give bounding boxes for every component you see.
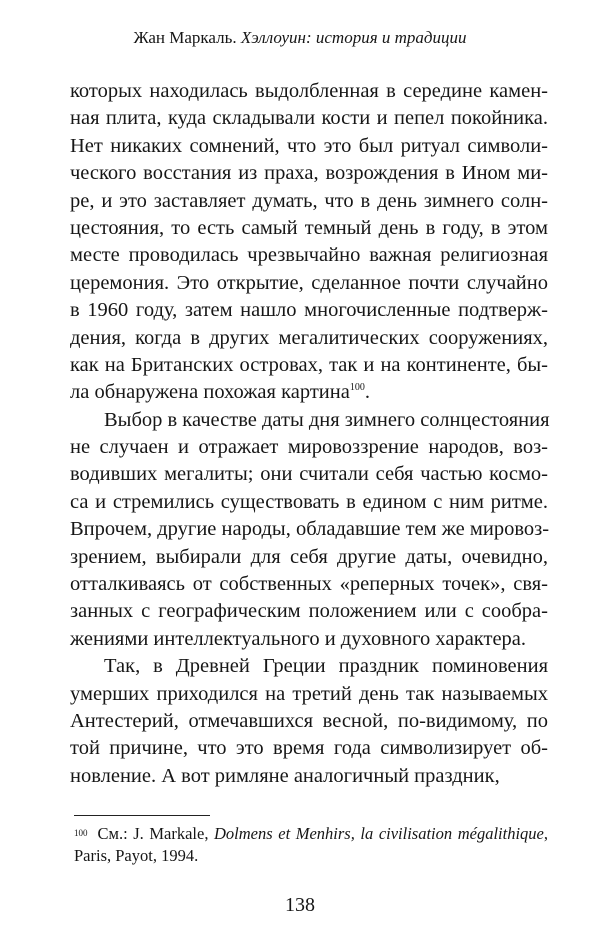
text-line [70,571,548,598]
text-line [70,763,548,790]
header-author: Жан Маркаль. [133,28,237,47]
footnote-suffix: , [543,824,548,843]
line-text: не случаен и отражает мировоззрение народов, воз- [70,436,548,459]
text-line [70,598,548,625]
body-text [70,78,548,790]
text-line [70,133,548,160]
line-text: церемония. Это открытие, сделанное почти случайно [70,271,548,294]
line-text: ная плита, куда складывали кости и пепел покойника. [70,107,548,130]
text-line [70,653,548,680]
line-text: как на Британских островах, так и на континенте, бы- [70,353,548,376]
text-line [70,297,548,324]
text-line [70,489,548,516]
text-line [70,270,548,297]
text-line [70,544,548,571]
text-line [70,681,548,708]
line-text: жениями интеллектуального и духовного характера. [70,627,527,650]
text-line [70,215,548,242]
text-line [70,188,548,215]
line-text: са и стремились существовать в едином с ним ритме. [70,490,548,513]
line-text: водивших мегалиты; они считали себя частью космо- [70,463,548,486]
text-line [70,105,548,132]
text-line [70,78,548,105]
line-text: зрением, выбирали для себя другие даты, очевидно, [70,545,548,568]
line-text: Так, в Древней Греции праздник поминовения [104,655,548,678]
text-line [70,407,548,434]
footnote [74,822,548,867]
footnote-prefix: См.: J. Markale, [97,824,215,843]
text-line [70,160,548,187]
line-text: в 1960 году, затем нашло многочисленные подтверж- [70,299,548,322]
line-text: Впрочем, другие народы, обладавшие тем же мировоз- [70,518,550,541]
line-text: Выбор в качестве даты дня зимнего солнцестояния [104,408,550,431]
line-text: умерших приходился на третий день так называемых [70,682,548,705]
text-line [70,242,548,269]
page-number: 138 [285,894,315,916]
header-book-title: Хэллоуин: история и традиции [240,28,467,47]
line-text: той причине, что это время года символизирует об- [70,737,548,760]
line-text: занных с географическим положением или с сообра- [70,600,548,623]
text-line [70,735,548,762]
footnote-line-2: Paris, Payot, 1994. [74,846,199,865]
line-text: ре, и это заставляет думать, что в день зимнего солн- [70,189,548,212]
line-text: которых находилась выдолбленная в середине камен- [70,80,548,102]
text-line [70,626,548,653]
line-text: дения, когда в других мегалитических сооружениях, [70,326,548,349]
line-text: ческого восстания из праха, возрождения в Ином ми- [70,162,548,185]
line-text: цестояния, то есть самый темный день в году, в этом [70,216,548,239]
text-line [70,461,548,488]
line-text: отталкиваясь от собственных «реперных точек», свя- [70,573,548,596]
running-header [0,27,600,49]
line-text: месте проводилась чрезвычайно важная религиозная [70,244,548,267]
line-text: ла обнаружена похожая картина [70,381,350,404]
line-text: новление. А вот римляне аналогичный праздник, [70,764,500,787]
footnote-reference: 100 [349,382,365,394]
footnote-title: Dolmens et Menhirs, la civilisation mégalithique [214,824,544,843]
line-text: Антестерий, отмечавшихся весной, по-видимому, по [70,709,548,732]
line-text: Нет никаких сомнений, что это был ритуал символи- [70,134,548,157]
text-line [70,516,548,543]
text-line [70,352,548,379]
footnote-number: 100 [74,828,88,838]
footnote-divider [74,815,210,816]
text-line [70,708,548,735]
text-line: ла обнаружена похожая картина$^{100}$. [70,381,370,404]
text-line [70,325,548,352]
text-line [70,434,548,461]
